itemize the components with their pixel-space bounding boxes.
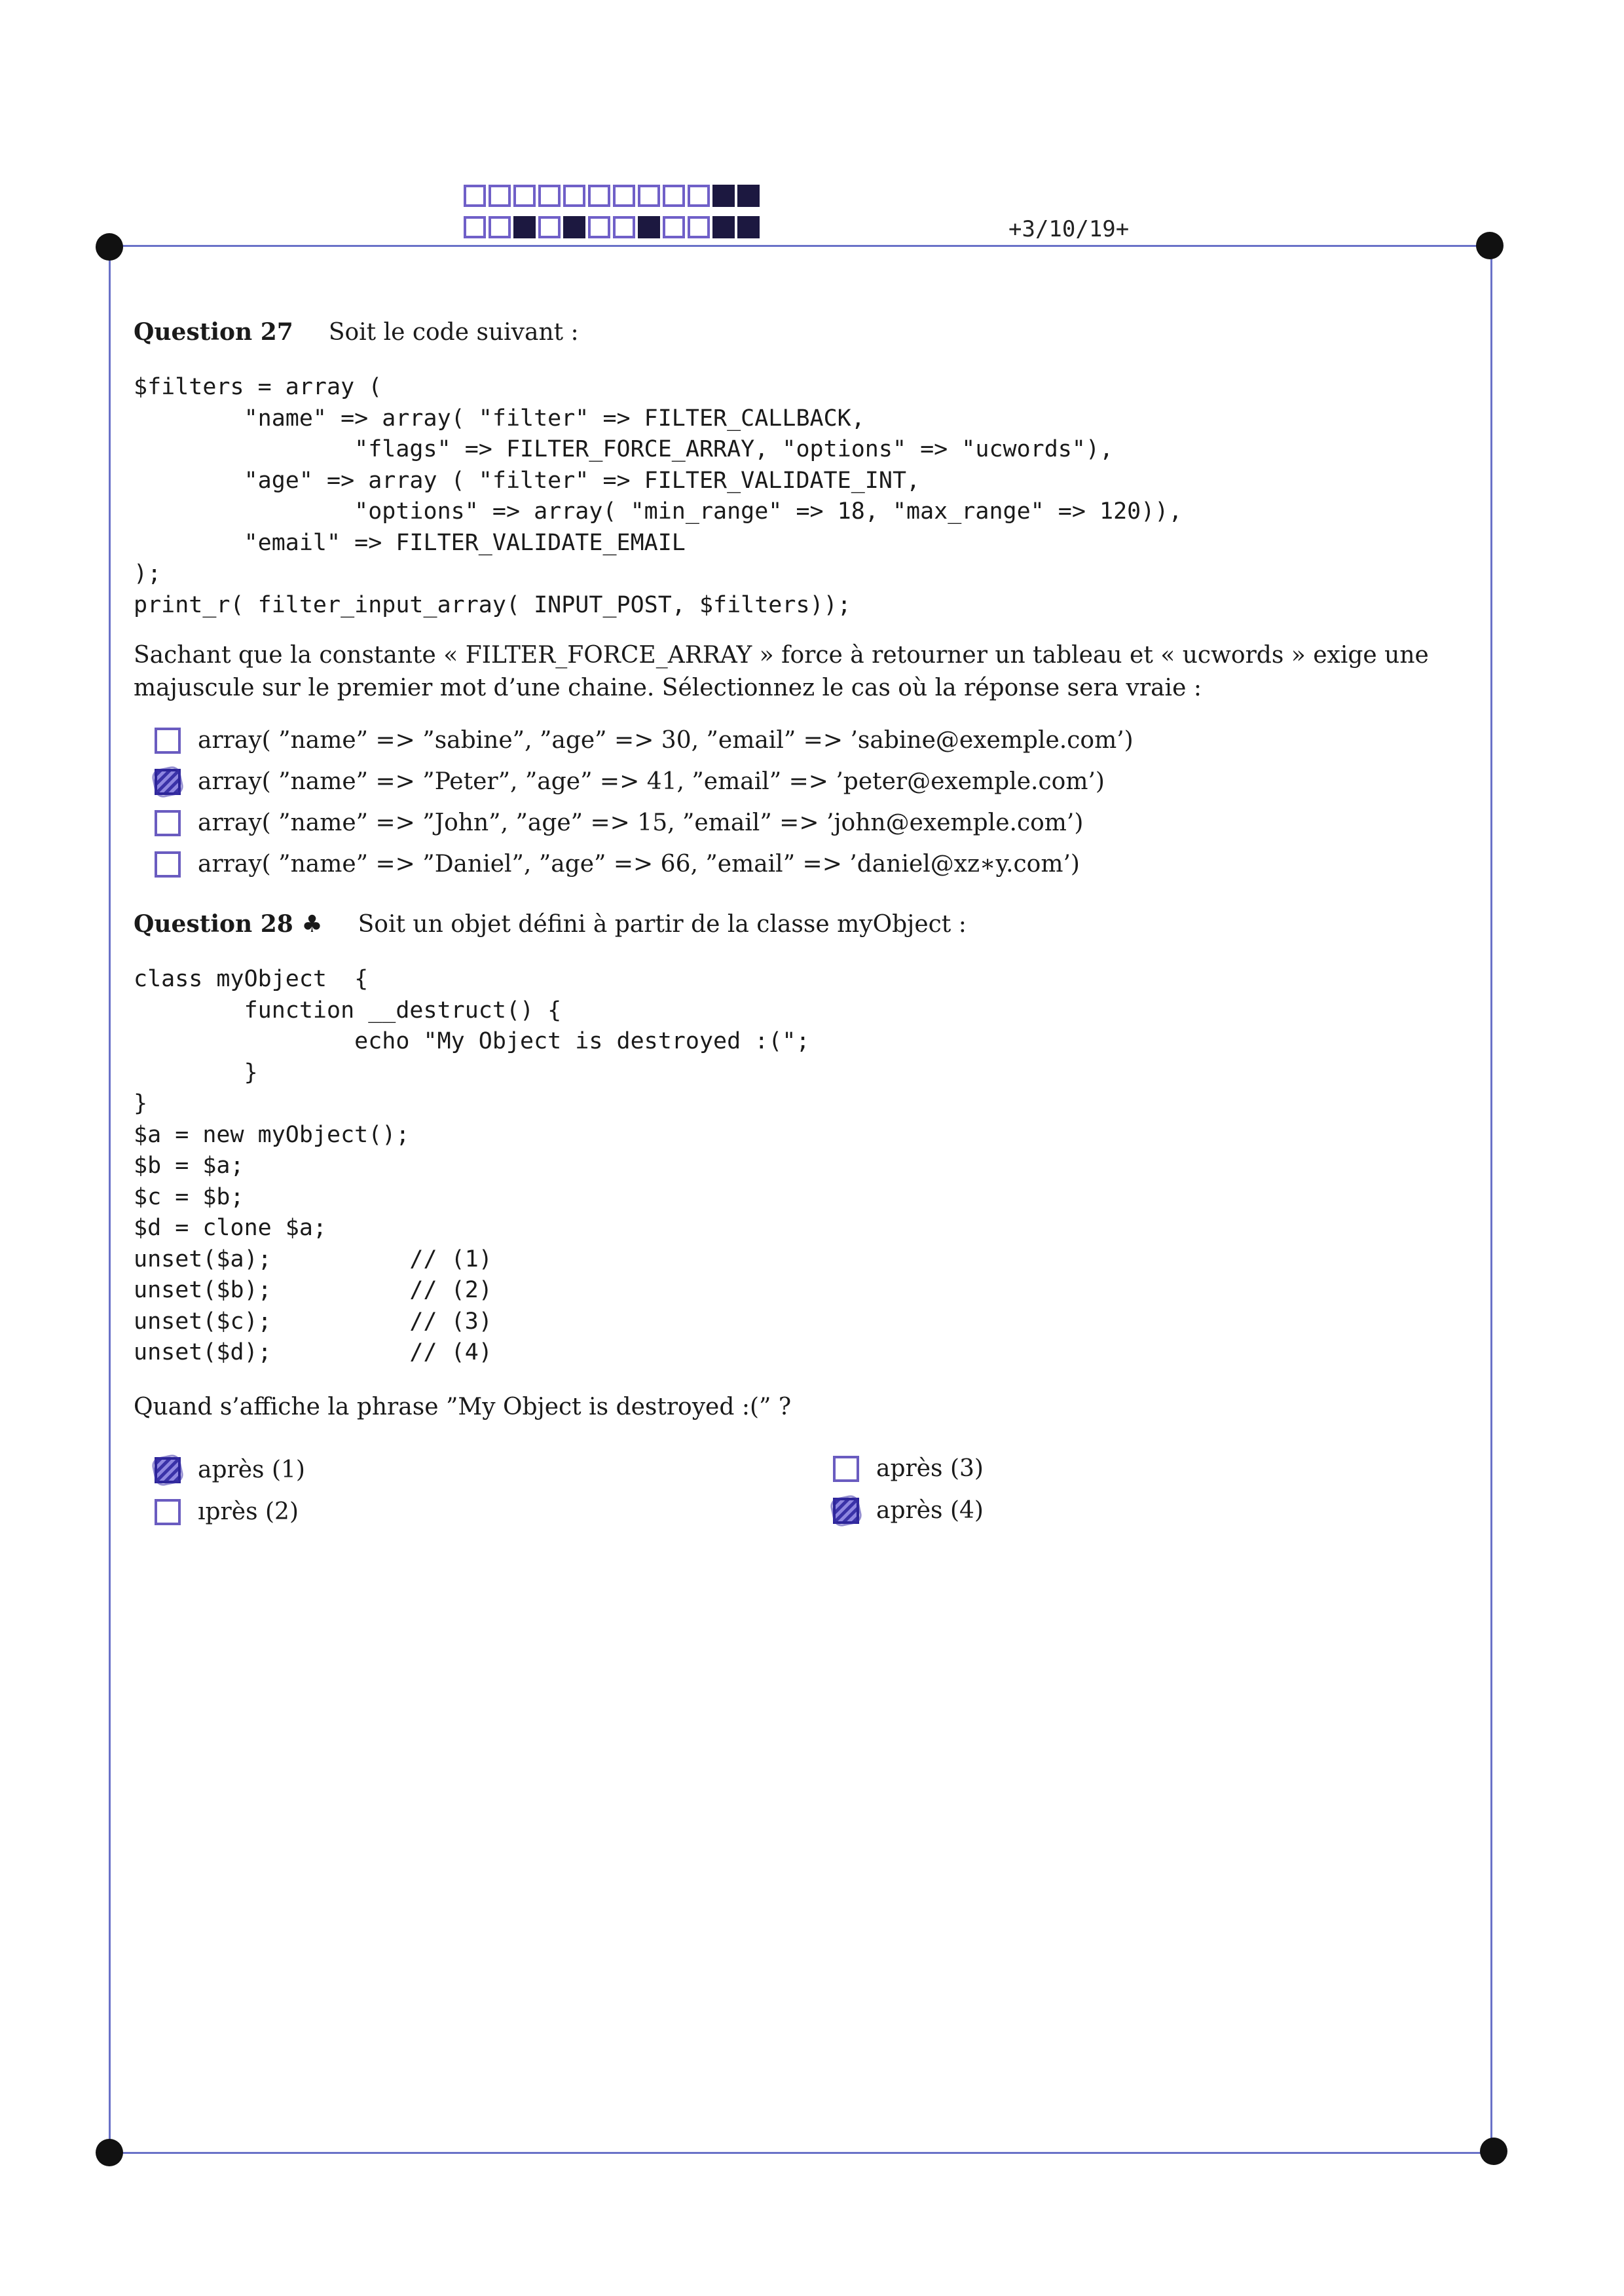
id-code-row-2-box-10 [688, 216, 710, 238]
id-code-row-2-box-8 [638, 216, 660, 238]
question-28-heading [134, 910, 967, 938]
id-code-row-1-box-4 [538, 185, 561, 207]
id-code-row-1-box-5 [563, 185, 585, 207]
frame-top-line [107, 245, 1490, 247]
q27-option-4[interactable] [155, 851, 1080, 878]
id-code-row-1-box-7 [613, 185, 635, 207]
id-code-row-2 [464, 216, 760, 238]
q28-option-1-label: après (1) [198, 1456, 305, 1483]
question-28-statement: Quand s’affiche la phrase ”My Object is destroyed :(” ? [134, 1394, 792, 1420]
question-27-number: Question 27 [134, 318, 293, 346]
id-code-row-2-box-7 [613, 216, 635, 238]
corner-mark-bottom-right [1480, 2138, 1507, 2165]
q28-option-2-label: ıprès (2) [198, 1498, 299, 1525]
q28-option-2-checkbox[interactable] [155, 1499, 181, 1525]
question-27-intro: Soit le code suivant : [328, 319, 579, 346]
q27-option-2-checkbox[interactable] [155, 769, 181, 795]
q27-option-3-label: array( ”name” => ”John”, ”age” => 15, ”email” => ’john@exemple.com’) [198, 809, 1084, 836]
id-code-row-2-box-2 [489, 216, 511, 238]
question-28-code: class myObject { function __destruct() { echo "My Object is destroyed :("; } } $a = new myObject(); $b = $a; $c = $b; $d = clone $a; unset($a); // (1) unset($b); // (2) unset($c); // (3) unset($d); // (4) [134, 966, 810, 1365]
page-id: +3/10/19+ [1008, 216, 1130, 242]
q27-option-4-label: array( ”name” => ”Daniel”, ”age” => 66, ”email” => ’daniel@xz∗y.com’) [198, 851, 1080, 878]
id-code-row-1-box-6 [588, 185, 610, 207]
q28-option-4[interactable] [833, 1497, 984, 1524]
id-code-row-1 [464, 185, 760, 207]
id-code-row-2-box-4 [538, 216, 561, 238]
question-27-code: $filters = array ( "name" => array( "filter" => FILTER_CALLBACK, "flags" => FILTER_FORCE_ARRAY, "options" => "ucwords"), "age" => array ( "filter" => FILTER_VALIDATE_INT, "options" => array( "min_range" => 18, "max_range" => 120)), "email" => FILTER_VALIDATE_EMAIL ); print_r( filter_input_array( INPUT_POST, $filters)); [134, 374, 1183, 618]
question-27-heading [134, 318, 579, 346]
q28-option-4-checkbox[interactable] [833, 1498, 859, 1524]
corner-mark-top-right [1476, 232, 1504, 259]
q27-option-1[interactable] [155, 727, 1134, 754]
q27-option-1-label: array( ”name” => ”sabine”, ”age” => 30, ”email” => ’sabine@exemple.com’) [198, 727, 1134, 754]
id-code-row-2-box-11 [712, 216, 735, 238]
id-code-row-2-box-1 [464, 216, 486, 238]
id-code-row-1-box-10 [688, 185, 710, 207]
id-code-row-1-box-8 [638, 185, 660, 207]
question-28-number: Question 28 ♣ [134, 910, 323, 938]
id-code-row-2-box-5 [563, 216, 585, 238]
id-code-row-1-box-2 [489, 185, 511, 207]
q27-option-2-label: array( ”name” => ”Peter”, ”age” => 41, ”email” => ’peter@exemple.com’) [198, 768, 1105, 795]
q28-option-3-label: après (3) [876, 1455, 984, 1482]
id-code-row-1-box-3 [513, 185, 536, 207]
q28-option-3[interactable] [833, 1455, 984, 1482]
q27-option-3[interactable] [155, 809, 1083, 836]
id-code-row-2-box-9 [663, 216, 685, 238]
id-code-row-1-box-11 [712, 185, 735, 207]
id-code-row-1-box-12 [737, 185, 760, 207]
question-28-intro: Soit un objet défini à partir de la classe myObject : [358, 911, 967, 938]
q28-option-4-label: après (4) [876, 1497, 984, 1524]
id-code-row-2-box-3 [513, 216, 536, 238]
id-code-row-1-box-1 [464, 185, 486, 207]
q28-option-1[interactable] [155, 1456, 305, 1483]
corner-mark-bottom-left [96, 2139, 123, 2166]
id-code-row-1-box-9 [663, 185, 685, 207]
corner-mark-top-left [96, 233, 123, 261]
q27-option-2[interactable] [155, 768, 1105, 795]
q28-option-2[interactable] [155, 1498, 299, 1525]
id-code-row-2-box-6 [588, 216, 610, 238]
q27-option-3-checkbox[interactable] [155, 810, 181, 836]
q27-option-1-checkbox[interactable] [155, 728, 181, 754]
q28-option-1-checkbox[interactable] [155, 1457, 181, 1483]
frame-left-line [109, 245, 111, 2153]
q28-option-3-checkbox[interactable] [833, 1456, 859, 1482]
frame-right-line [1490, 245, 1492, 2153]
question-27-statement: Sachant que la constante « FILTER_FORCE_ARRAY » force à retourner un tableau et « ucwords » exige une majuscule sur le premier mot d’une chaine. Sélectionnez le cas où la réponse sera vraie : [134, 642, 1429, 701]
frame-bottom-line [107, 2152, 1490, 2154]
id-code-row-2-box-12 [737, 216, 760, 238]
q27-option-4-checkbox[interactable] [155, 851, 181, 878]
